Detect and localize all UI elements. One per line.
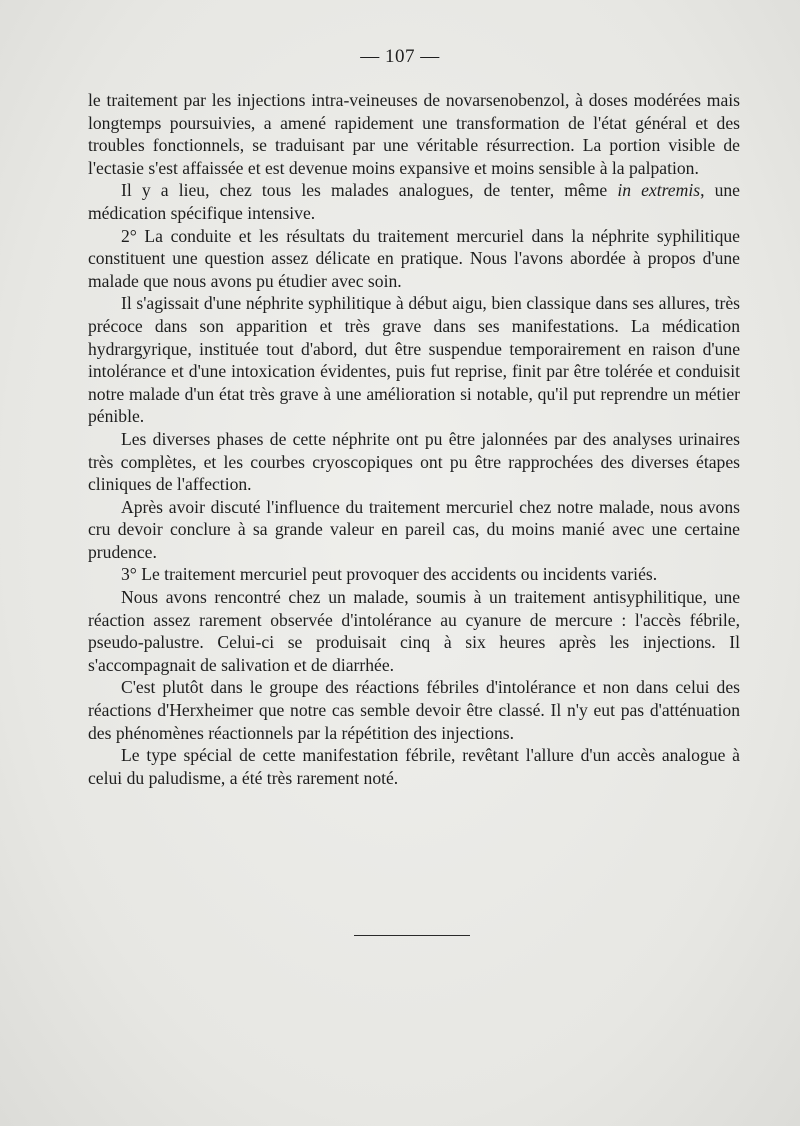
page-number: — 107 — — [360, 46, 440, 67]
paragraph-cyanide-reaction: Nous avons rencontré chez un malade, soumis à un traitement antisyphilitique, une réaction assez rarement observée d'intolérance au cyanure de mercure : l'accès fébrile, pseudo-palustre. Celui-ci se produisait cinq à six heures après les injections. Il s'accompagnait de salivation et de diarrhée. — [88, 587, 740, 675]
body-text — [88, 89, 740, 789]
paragraph-herxheimer: C'est plutôt dans le groupe des réactions fébriles d'intolérance et non dans celui des réactions d'Herxheimer que notre cas semble devoir être classé. Il n'y eut pas d'atténuation des phénomènes réactionnels par la répétition des injections. — [88, 677, 740, 743]
paragraph-conclusion: Après avoir discuté l'influence du traitement mercuriel chez notre malade, nous avons cru devoir conclure à sa grande valeur en pareil cas, du moins manié avec une certaine prudence. — [88, 496, 740, 562]
emphasis-in-extremis: in extremis — [617, 180, 701, 201]
paragraph-specific-medication: Il y a lieu, chez tous les malades analogues, de tenter, même in extremis, une médication spécifique intensive. — [88, 180, 740, 223]
paragraph-point-2: 2° La conduite et les résultats du traitement mercuriel dans la néphrite syphilitique constituent une question assez délicate en pratique. Nous l'avons abordée à propos d'une malade que nous avons pu étudier avec soin. — [88, 225, 740, 291]
section-end-rule — [354, 935, 470, 936]
paragraph-urinary-analyses: Les diverses phases de cette néphrite ont pu être jalonnées par des analyses urinaires très complètes, et les courbes cryoscopiques ont pu être rapprochées des diverses étapes cliniques de l'affection. — [88, 428, 740, 495]
paragraph-febrile-type: Le type spécial de cette manifestation fébrile, revêtant l'allure d'un accès analogue à celui du paludisme, a été très rarement noté. — [88, 745, 740, 788]
paragraph-continuation: le traitement par les injections intra-veineuses de novarsenobenzol, à doses modérées mais longtemps poursuivies, a amené rapidement une transformation de l'état général et des troubles fonctionnels, se traduisant par une véritable résurrection. La portion visible de l'ectasie s'est affaissée et est devenue moins expansive et moins sensible à la palpation. — [88, 90, 740, 178]
paragraph-point-3: 3° Le traitement mercuriel peut provoquer des accidents ou incidents variés. — [121, 564, 658, 585]
paragraph-nephritis-case: Il s'agissait d'une néphrite syphilitique à début aigu, bien classique dans ses allures, très précoce dans son apparition et très grave dans ses manifestations. La médication hydrargyrique, instituée tout d'abord, dut être suspendue temporairement en raison d'une intolérance et d'une intoxication évidentes, puis fut reprise, finit par être tolérée et conduisit notre malade d'un état très grave à une amélioration si notable, qu'il put reprendre un métier pénible. — [88, 293, 740, 427]
